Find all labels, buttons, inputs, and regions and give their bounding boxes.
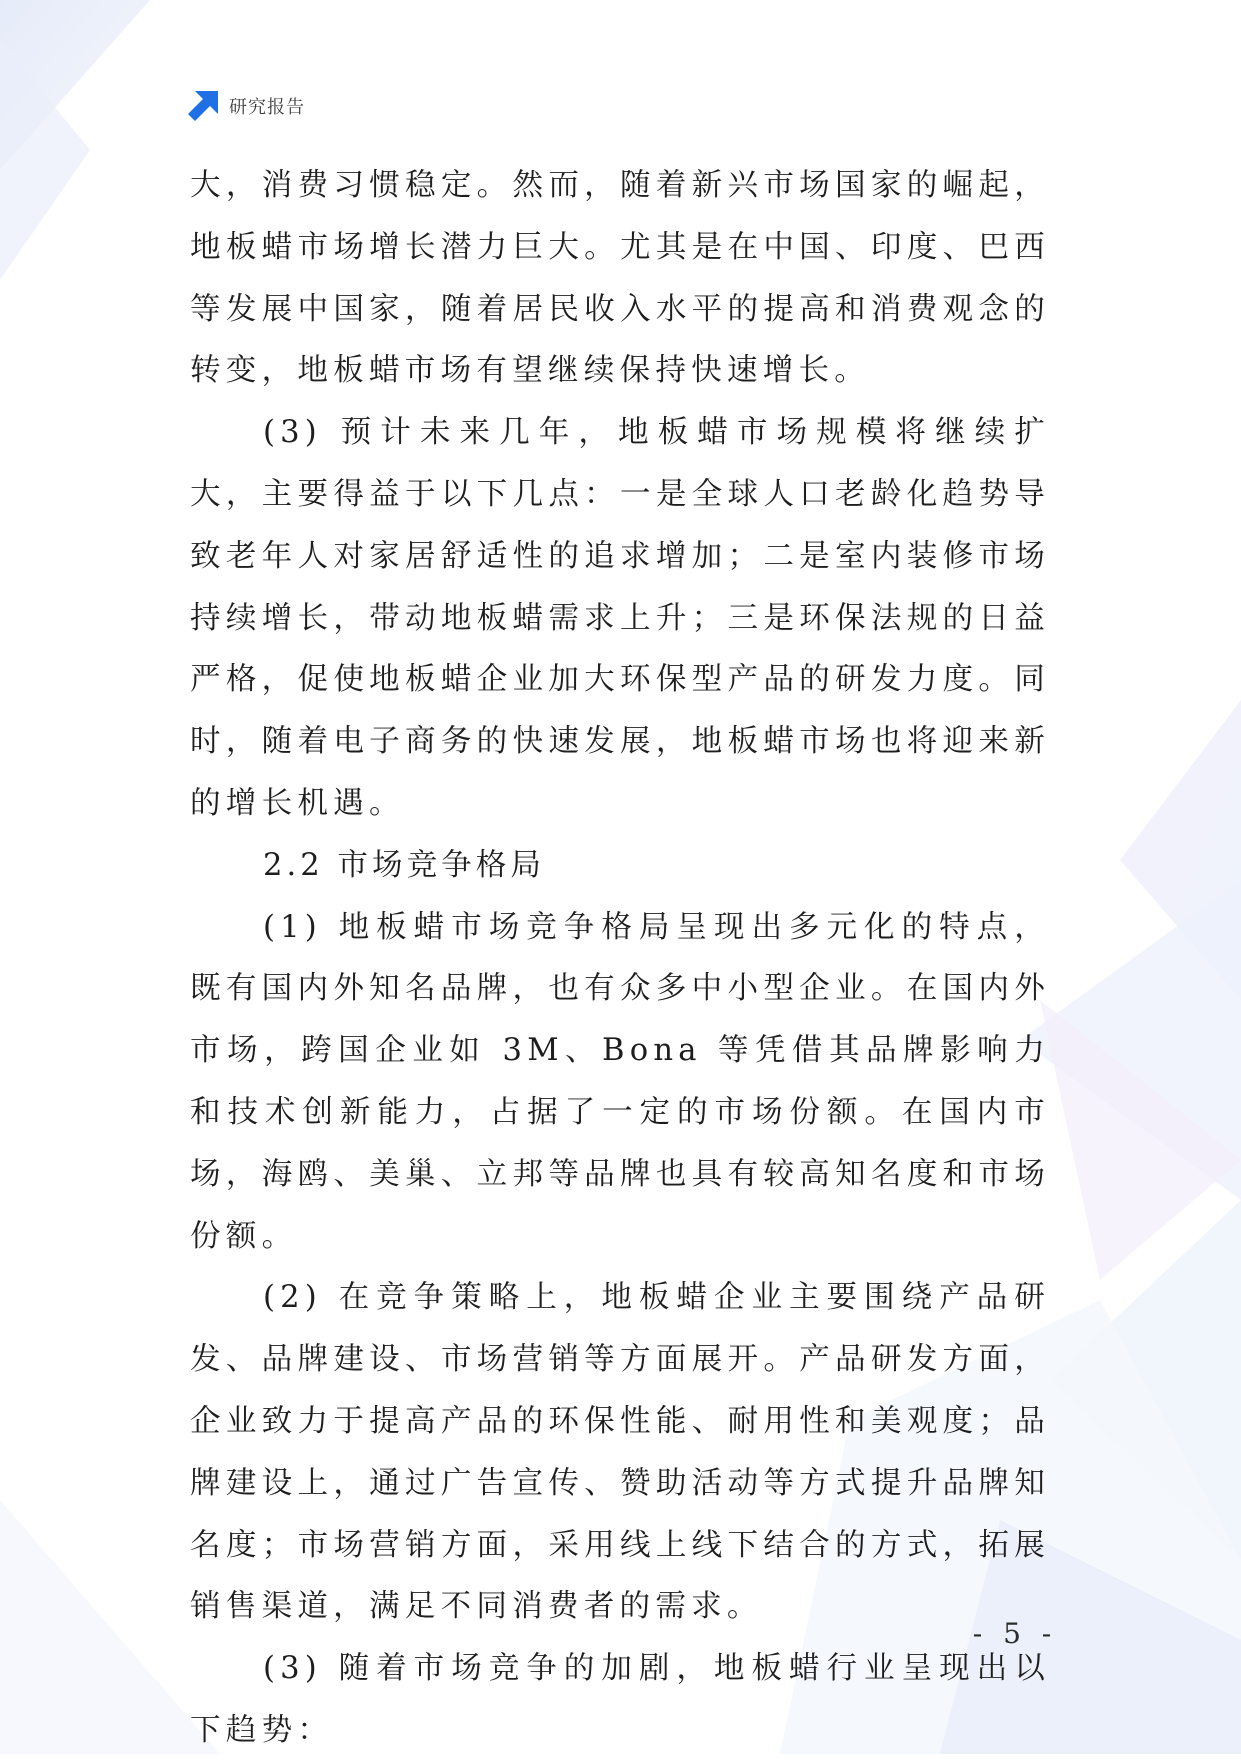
header-title: 研究报告: [229, 97, 305, 118]
arrow-up-right-icon: [186, 89, 220, 123]
document-body: [190, 155, 1050, 1762]
paragraph: (2) 在竞争策略上，地板蜡企业主要围绕产品研发、品牌建设、市场营销等方面展开。产品研发方面，企业致力于提高产品的环保性能、耐用性和美观度；品牌建设上，通过广告宣传、赞助活动等方式提升品牌知名度；市场营销方面，采用线上线下结合的方式，拓展销售渠道，满足不同消费者的需求。: [190, 1280, 1050, 1625]
paragraph: (3) 随着市场竞争的加剧，地板蜡行业呈现出以下趋势：: [190, 1651, 1050, 1748]
page-number: - 5 -: [972, 1617, 1058, 1650]
section-heading: 2.2 市场竞争格局: [263, 847, 545, 883]
paragraph: (3) 预计未来几年，地板蜡市场规模将继续扩大，主要得益于以下几点：一是全球人口老龄化趋势导致老年人对家居舒适性的追求增加；二是室内装修市场持续增长，带动地板蜡需求上升；三是环保法规的日益严格，促使地板蜡企业加大环保型产品的研发力度。同时，随着电子商务的快速发展，地板蜡市场也将迎来新的增长机遇。: [190, 415, 1050, 821]
paragraph: (1) 地板蜡市场竞争格局呈现出多元化的特点，既有国内外知名品牌，也有众多中小型企业。在国内外市场，跨国企业如 3M、Bona 等凭借其品牌影响力和技术创新能力，占据了一定的市场份额。在国内市场，海鸥、美巢、立邦等品牌也具有较高知名度和市场份额。: [190, 909, 1050, 1254]
report-header: [186, 88, 305, 124]
paragraph: 大，消费习惯稳定。然而，随着新兴市场国家的崛起，地板蜡市场增长潜力巨大。尤其是在中国、印度、巴西等发展中国家，随着居民收入水平的提高和消费观念的转变，地板蜡市场有望继续保持快速增长。: [190, 168, 1050, 389]
